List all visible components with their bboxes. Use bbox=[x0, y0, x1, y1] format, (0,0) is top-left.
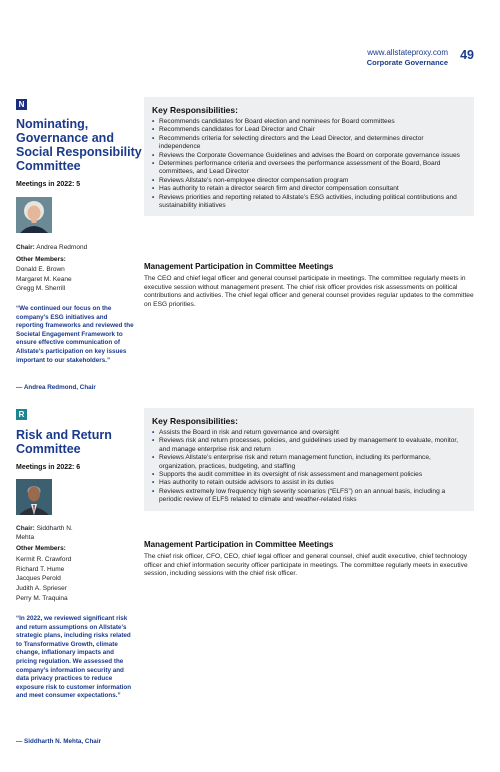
meetings-count-risk: Meetings in 2022: 6 bbox=[16, 464, 81, 471]
list-item: Judith A. Sprieser bbox=[16, 585, 67, 593]
portrait-icon bbox=[16, 479, 52, 515]
other-members-list-risk bbox=[16, 555, 71, 604]
list-item: Jacques Perold bbox=[16, 575, 61, 583]
quote-attribution-nominating: — Andrea Redmond, Chair bbox=[16, 384, 96, 391]
page-header bbox=[366, 48, 474, 68]
quote-attribution-risk: — Siddharth N. Mehta, Chair bbox=[16, 738, 102, 745]
list-item: • Reviews the Corporate Governance Guidelines and advises the Board on corporate governance issues bbox=[152, 152, 466, 160]
chair-name: Siddharth N. Mehta bbox=[16, 525, 73, 541]
list-item: • Reviews priorities and reporting related to Allstate’s ESG activities, including political contributions and sustainability initiatives bbox=[152, 194, 466, 211]
list-item: • Supports the audit committee in its oversight of risk assessment and management policies bbox=[152, 471, 466, 479]
list-item: Donald E. Brown bbox=[16, 266, 65, 273]
committee-badge-n: N bbox=[16, 99, 27, 110]
other-members-list-nominating bbox=[16, 265, 72, 294]
key-responsibilities-box-nominating bbox=[144, 97, 474, 216]
key-responsibilities-title: Key Responsibilities: bbox=[152, 105, 238, 115]
portrait-icon bbox=[16, 197, 52, 233]
website-url[interactable]: www.allstateproxy.com bbox=[367, 48, 448, 57]
list-item: Gregg M. Sherrill bbox=[16, 285, 66, 293]
chair-quote-risk: “In 2022, we reviewed significant risk and return assumptions on Allstate’s strategic plans, including risks related to Transformative Growth, climate change, inflationary impacts and pricing regulation. We assessed the company’s information security and data privacy practices to reduce exposure risk to customer information and meet consumer expectations.” bbox=[16, 615, 132, 700]
list-item: • Reviews risk and return processes, policies, and guidelines used by management to evaluate, monitor, and manage enterprise risk and return bbox=[152, 437, 466, 454]
chair-name: Andrea Redmond bbox=[36, 244, 88, 251]
chair-line-risk bbox=[16, 524, 86, 542]
list-item: Perry M. Traquina bbox=[16, 594, 68, 602]
chair-line-nominating bbox=[16, 243, 136, 252]
chair-label: Chair: bbox=[16, 244, 35, 251]
list-item: • Reviews extremely low frequency high severity scenarios (“ELFS”) on an annual basis, including a periodic review of ELFS related to climate and weather-related risks bbox=[152, 488, 466, 505]
list-item: • Recommends candidates for Board election and nominees for Board committees bbox=[152, 118, 466, 126]
list-item: • Has authority to retain outside advisors to assist in its duties bbox=[152, 479, 466, 487]
chair-label: Chair: bbox=[16, 525, 35, 532]
participation-title-nominating: Management Participation in Committee Meetings bbox=[144, 262, 334, 271]
key-responsibilities-box-risk bbox=[144, 408, 474, 511]
list-item: Margaret M. Keane bbox=[16, 275, 72, 283]
list-item: • Determines performance criteria and oversees the performance assessment of the Board, Board committees, and Lead Director bbox=[152, 160, 466, 177]
other-members-label-risk: Other Members: bbox=[16, 545, 66, 552]
committee-title-risk: Risk and Return Committee bbox=[16, 428, 112, 456]
list-item: • Has authority to retain a director search firm and director compensation consultant bbox=[152, 185, 466, 193]
committee-title-nominating: Nominating, Governance and Social Responsibility Committee bbox=[16, 117, 142, 173]
chair-photo-risk bbox=[16, 479, 52, 515]
list-item: • Reviews Allstate’s enterprise risk and return management function, including its performance, organization, practices, budgeting, and staffing bbox=[152, 454, 466, 471]
responsibilities-list bbox=[152, 429, 466, 505]
list-item: Kermit R. Crawford bbox=[16, 556, 72, 563]
participation-title-risk: Management Participation in Committee Meetings bbox=[144, 540, 334, 549]
chair-quote-nominating: “We continued our focus on the company’s ESG initiatives and reporting frameworks and reviewed the Societal Engagement Framework to ensure effective communication of Allstate’s participation on key issues important to our stakeholders.” bbox=[16, 305, 134, 364]
list-item: • Recommends criteria for selecting directors and the Lead Director, and determines director independence bbox=[152, 135, 466, 152]
committee-badge-r: R bbox=[16, 409, 27, 420]
list-item: • Recommends candidates for Lead Director and Chair bbox=[152, 126, 466, 134]
responsibilities-list bbox=[152, 118, 466, 210]
meetings-count-nominating: Meetings in 2022: 5 bbox=[16, 181, 81, 188]
participation-text-nominating: The CEO and chief legal officer and general counsel participate in meetings. The committee regularly meets in executive session without management present. The chief risk officer provides risk assessments on political contributions and activities. The chief legal officer and general counsel provides regular updates to the committee on ESG priorities. bbox=[144, 275, 474, 308]
key-responsibilities-title: Key Responsibilities: bbox=[152, 416, 238, 426]
page-number: 49 bbox=[460, 48, 474, 62]
list-item: • Reviews Allstate’s non-employee director compensation program bbox=[152, 177, 466, 185]
list-item: • Assists the Board in risk and return governance and oversight bbox=[152, 429, 466, 437]
list-item: Richard T. Hume bbox=[16, 565, 65, 573]
section-title: Corporate Governance bbox=[366, 58, 448, 67]
participation-text-risk: The chief risk officer, CFO, CEO, chief legal officer and general counsel, chief audit executive, chief technology officer and chief information security officer participate in meetings. The committee regularly meets in executive session, including sessions with the chief risk officer. bbox=[144, 553, 468, 578]
chair-photo-nominating bbox=[16, 197, 52, 233]
other-members-label-nominating: Other Members: bbox=[16, 256, 66, 263]
